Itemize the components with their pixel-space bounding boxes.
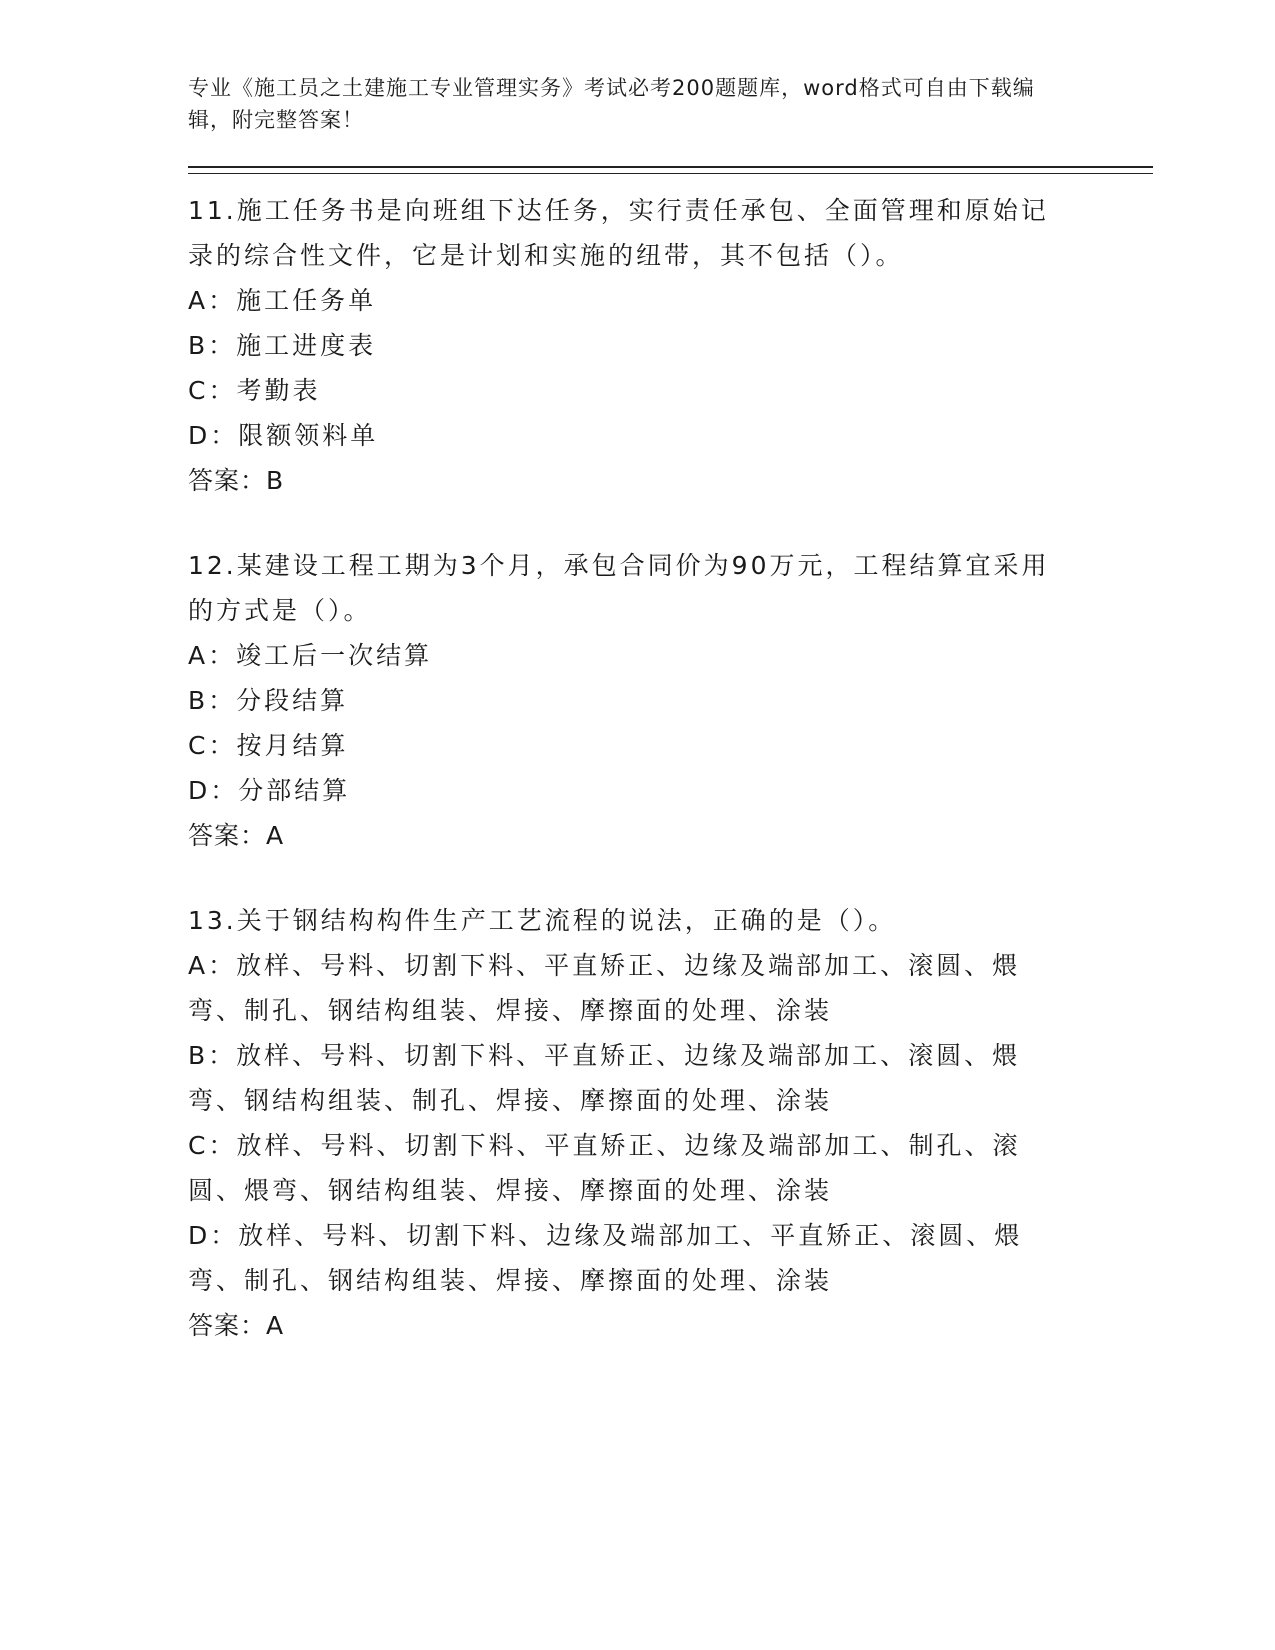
option-c: C：按月结算: [188, 731, 349, 760]
question-11: [188, 188, 1153, 503]
option-b: B：施工进度表: [188, 331, 377, 360]
header-divider: [188, 166, 1153, 174]
option-d: D：放样、号料、切割下料、边缘及端部加工、平直矫正、滚圆、煨弯、制孔、钢结构组装、焊接、摩擦面的处理、涂装: [188, 1221, 1023, 1295]
option-d: D：分部结算: [188, 776, 351, 805]
question-stem: 12.某建设工程工期为3个月，承包合同价为90万元，工程结算宜采用的方式是（）。: [188, 551, 1050, 625]
header-note: 专业《施工员之土建施工专业管理实务》考试必考200题题库，word格式可自由下载编辑，附完整答案！: [188, 76, 1035, 132]
answer: 答案：B: [188, 466, 285, 495]
option-b: B：分段结算: [188, 686, 349, 715]
option-a: A：竣工后一次结算: [188, 641, 433, 670]
option-a: A：施工任务单: [188, 286, 377, 315]
answer: 答案：A: [188, 1311, 285, 1340]
option-c: C：放样、号料、切割下料、平直矫正、边缘及端部加工、制孔、滚圆、煨弯、钢结构组装、焊接、摩擦面的处理、涂装: [188, 1131, 1021, 1205]
option-d: D：限额领料单: [188, 421, 379, 450]
document-page: [188, 72, 1153, 1348]
option-a: A：放样、号料、切割下料、平直矫正、边缘及端部加工、滚圆、煨弯、制孔、钢结构组装、焊接、摩擦面的处理、涂装: [188, 951, 1021, 1025]
option-c: C：考勤表: [188, 376, 321, 405]
question-stem: 11.施工任务书是向班组下达任务，实行责任承包、全面管理和原始记录的综合性文件，它是计划和实施的纽带，其不包括（）。: [188, 196, 1049, 270]
option-b: B：放样、号料、切割下料、平直矫正、边缘及端部加工、滚圆、煨弯、钢结构组装、制孔、焊接、摩擦面的处理、涂装: [188, 1041, 1021, 1115]
question-13: [188, 898, 1153, 1348]
question-12: [188, 543, 1153, 858]
answer: 答案：A: [188, 821, 285, 850]
question-stem: 13.关于钢结构构件生产工艺流程的说法，正确的是（）。: [188, 906, 897, 935]
